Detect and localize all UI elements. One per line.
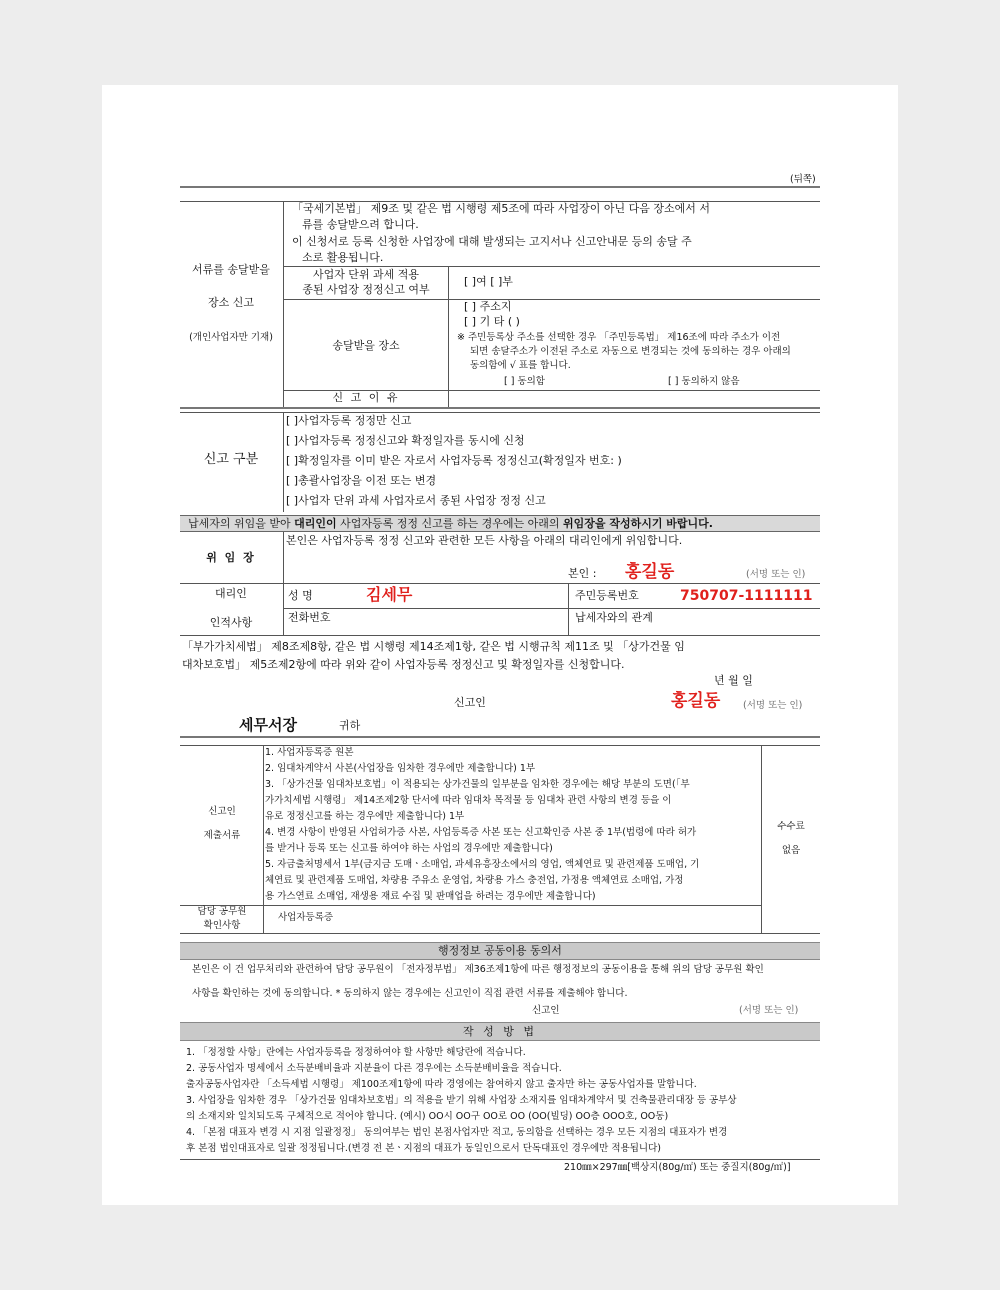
docs-label-line2: 제출서류 bbox=[203, 830, 241, 841]
doc-item: 용 가스연료 소매업, 재생용 재료 수집 및 판매업을 하려는 경우에만 제출합니다) bbox=[265, 891, 596, 902]
doc-item: 를 받거나 등록 또는 신고를 하여야 하는 사업의 경우에만 제출합니다) bbox=[265, 843, 553, 854]
agent-label-line1: 대리인 bbox=[215, 587, 247, 600]
top-rule bbox=[180, 186, 820, 188]
intro-line1: 「국세기본법」 제9조 및 같은 법 시행령 제5조에 따라 사업장이 아닌 다음 장소에서 서 bbox=[292, 202, 710, 215]
howto-line: 의 소재지와 일치되도록 구체적으로 적어야 합니다. (예시) OO시 OO구 OO로 OO (OO(빌딩) OO층 OOO호, OO동) bbox=[186, 1111, 669, 1122]
fee-label: 수수료 bbox=[777, 821, 805, 832]
doc-item: 1. 사업자등록증 원본 bbox=[265, 747, 354, 758]
agree-checkbox[interactable]: [ ] 동의함 bbox=[504, 376, 545, 387]
applicant-sign-note: (서명 또는 인) bbox=[743, 700, 803, 711]
doc-item: 4. 변경 사항이 반영된 사업허가증 사본, 사업등록증 사본 또는 신고확인증 사본 중 1부(법령에 따라 허가 bbox=[265, 827, 697, 838]
section1-title-line1: 서류를 송달받을 bbox=[192, 263, 270, 276]
consent-sign-note: (서명 또는 인) bbox=[739, 1005, 799, 1016]
report-option-2[interactable]: [ ]사업자등록 정정신고와 확정일자를 동시에 신청 bbox=[286, 434, 525, 447]
doc-item: 유로 정정신고를 하는 경우에만 제출합니다) 1부 bbox=[265, 811, 465, 822]
agent-rrn: 750707-1111111 bbox=[680, 588, 813, 604]
delegation-text: 본인은 사업자등록 정정 신고와 관련한 모든 사항을 아래의 대리인에게 위임합니다. bbox=[286, 534, 683, 547]
principal-label: 본인 : bbox=[568, 567, 597, 580]
consent-line2: 사항을 확인하는 것에 동의합니다. * 동의하지 않는 경우에는 신고인이 직접 관련 서류를 제출해야 합니다. bbox=[192, 988, 628, 999]
principal-name: 홍길동 bbox=[625, 562, 675, 582]
form-page bbox=[102, 85, 898, 1205]
agent-rrn-label: 주민등록번호 bbox=[575, 589, 639, 602]
howto-line: 1. 「정정할 사항」란에는 사업자등록을 정정하여야 할 사항만 해당란에 적습니다. bbox=[186, 1047, 526, 1058]
howto-line: 출자공동사업자란 「소득세법 시행령」 제100조제1항에 따라 경영에는 참여하지 않고 출자만 하는 공동사업자를 말합니다. bbox=[186, 1079, 697, 1090]
howto-line: 2. 공동사업자 명세에서 소득분배비율과 지분율이 다른 경우에는 소득분배비율을 적습니다. bbox=[186, 1063, 562, 1074]
phone-label: 전화번호 bbox=[288, 611, 331, 624]
section1-title-note: (개인사업자만 기재) bbox=[189, 332, 273, 343]
doc-item: 체연료 및 관련제품 도매업, 차량용 주유소 운영업, 차량용 가스 충전업, 가정용 액체연료 소매업, 가정 bbox=[265, 875, 684, 886]
agent-label-line2: 인적사항 bbox=[209, 616, 253, 629]
report-option-5[interactable]: [ ]사업자 단위 과세 사업자로서 종된 사업장 정정 신고 bbox=[286, 494, 546, 507]
official-label-line2: 확인사항 bbox=[203, 920, 241, 931]
paper-spec-footer: 210㎜×297㎜[백상지(80g/㎡) 또는 중질지(80g/㎡)] bbox=[564, 1162, 791, 1173]
consent-line1: 본인은 이 건 업무처리와 관련하여 담당 공무원이 「전자정부법」 제36조제1항에 따른 행정정보의 공동이용을 통해 위의 담당 공무원 확인 bbox=[192, 964, 764, 975]
unit-label-line1: 사업자 단위 과세 적용 bbox=[312, 268, 420, 281]
howto-line: 후 본점 법인대표자로 일괄 정정됩니다.(변경 전 본ㆍ지점의 대표가 동일인으로서 단독대표인 경우에만 적용됩니다) bbox=[186, 1143, 661, 1154]
docs-label-line1: 신고인 bbox=[208, 806, 236, 817]
statement-line2: 대차보호법」 제5조제2항에 따라 위와 같이 사업자등록 정정신고 및 확정일자를 신청합니다. bbox=[182, 658, 625, 671]
delegation-label: 위 임 장 bbox=[206, 551, 256, 564]
section1-title-line2: 장소 신고 bbox=[207, 296, 254, 309]
relation-label: 납세자와의 관계 bbox=[575, 611, 653, 624]
intro-line4: 소로 활용됩니다. bbox=[302, 251, 384, 264]
page-side-label: (뒤쪽) bbox=[790, 174, 816, 185]
report-option-1[interactable]: [ ]사업자등록 정정만 신고 bbox=[286, 414, 412, 427]
agent-name: 김세무 bbox=[366, 585, 413, 604]
consent-title: 행정정보 공동이용 동의서 bbox=[438, 944, 562, 957]
consent-title-bar bbox=[180, 942, 820, 960]
delegation-banner: 납세자의 위임을 받아 대리인이 사업자등록 정정 신고를 하는 경우에는 아래의 위임장을 작성하시기 바랍니다. bbox=[180, 515, 820, 532]
place-note-line1: ※ 주민등록상 주소를 선택한 경우 「주민등록법」 제16조에 따라 주소가 이전 bbox=[457, 332, 781, 343]
doc-item: 2. 임대차계약서 사본(사업장을 임차한 경우에만 제출합니다) 1부 bbox=[265, 763, 536, 774]
howto-line: 3. 사업장을 임차한 경우 「상가건물 임대차보호법」의 적용을 받기 위해 사업장 소재지를 임대차계약서 및 건축물관리대장 등 공부상 bbox=[186, 1095, 737, 1106]
disagree-checkbox[interactable]: [ ] 동의하지 않음 bbox=[668, 376, 740, 387]
statement-line1: 「부가가치세법」 제8조제8항, 같은 법 시행령 제14조제1항, 같은 법 시행규칙 제11조 및 「상가건물 임 bbox=[182, 640, 685, 653]
fee-value: 없음 bbox=[781, 845, 801, 856]
intro-line2: 류를 송달받으려 합니다. bbox=[302, 218, 419, 231]
unit-options[interactable]: [ ]여 [ ]부 bbox=[464, 275, 513, 288]
howto-title: 작 성 방 법 bbox=[463, 1025, 537, 1038]
tax-office-suffix: 귀하 bbox=[339, 719, 361, 732]
applicant-name: 홍길동 bbox=[671, 691, 721, 711]
howto-line: 4. 「본점 대표자 변경 시 지점 일괄정정」 동의여부는 법인 본점사업자만 적고, 동의함을 선택하는 경우 모든 지점의 대표자가 변경 bbox=[186, 1127, 728, 1138]
place-option-address[interactable]: [ ] 주소지 bbox=[464, 300, 512, 313]
principal-sign-note: (서명 또는 인) bbox=[746, 569, 806, 580]
howto-title-bar bbox=[180, 1022, 820, 1041]
doc-item: 5. 자금출처명세서 1부(금지금 도매ㆍ소매업, 과세유흥장소에서의 영업, 액체연료 및 관련제품 도매업, 기 bbox=[265, 859, 700, 870]
place-note-line3: 동의함에 √ 표를 합니다. bbox=[470, 360, 571, 371]
consent-applicant-label: 신고인 bbox=[532, 1005, 560, 1016]
doc-item: 3. 「상가건물 임대차보호법」이 적용되는 상가건물의 일부분을 임차한 경우에는 해당 부분의 도면(「부 bbox=[265, 779, 690, 790]
place-label: 송달받을 장소 bbox=[332, 339, 400, 352]
reason-label: 신 고 이 유 bbox=[332, 391, 400, 404]
unit-label-line2: 종된 사업장 정정신고 여부 bbox=[302, 283, 430, 296]
section2-title: 신고 구분 bbox=[203, 452, 259, 467]
place-note-line2: 되면 송달주소가 이전된 주소로 자동으로 변경되는 것에 동의하는 경우 아래의 bbox=[470, 346, 791, 357]
intro-line3: 이 신청서로 등록 신청한 사업장에 대해 발생되는 고지서나 신고안내문 등의 송달 주 bbox=[292, 235, 692, 248]
report-option-3[interactable]: [ ]확정일자를 이미 받은 자로서 사업자등록 정정신고(확정일자 번호: ) bbox=[286, 454, 622, 467]
applicant-label: 신고인 bbox=[454, 696, 486, 709]
agent-name-label: 성 명 bbox=[288, 589, 313, 602]
place-option-other[interactable]: [ ] 기 타 ( ) bbox=[464, 315, 520, 328]
tax-office: 세무서장 bbox=[239, 716, 297, 734]
official-label-line1: 담당 공무원 bbox=[197, 906, 247, 917]
doc-item: 가가치세법 시행령」 제14조제2항 단서에 따라 임대차 목적물 등 임대차 관련 사항의 변경 등을 이 bbox=[265, 795, 672, 806]
statement-date: 년 월 일 bbox=[714, 674, 753, 687]
report-option-4[interactable]: [ ]총괄사업장을 이전 또는 변경 bbox=[286, 474, 437, 487]
official-value: 사업자등록증 bbox=[278, 912, 334, 923]
